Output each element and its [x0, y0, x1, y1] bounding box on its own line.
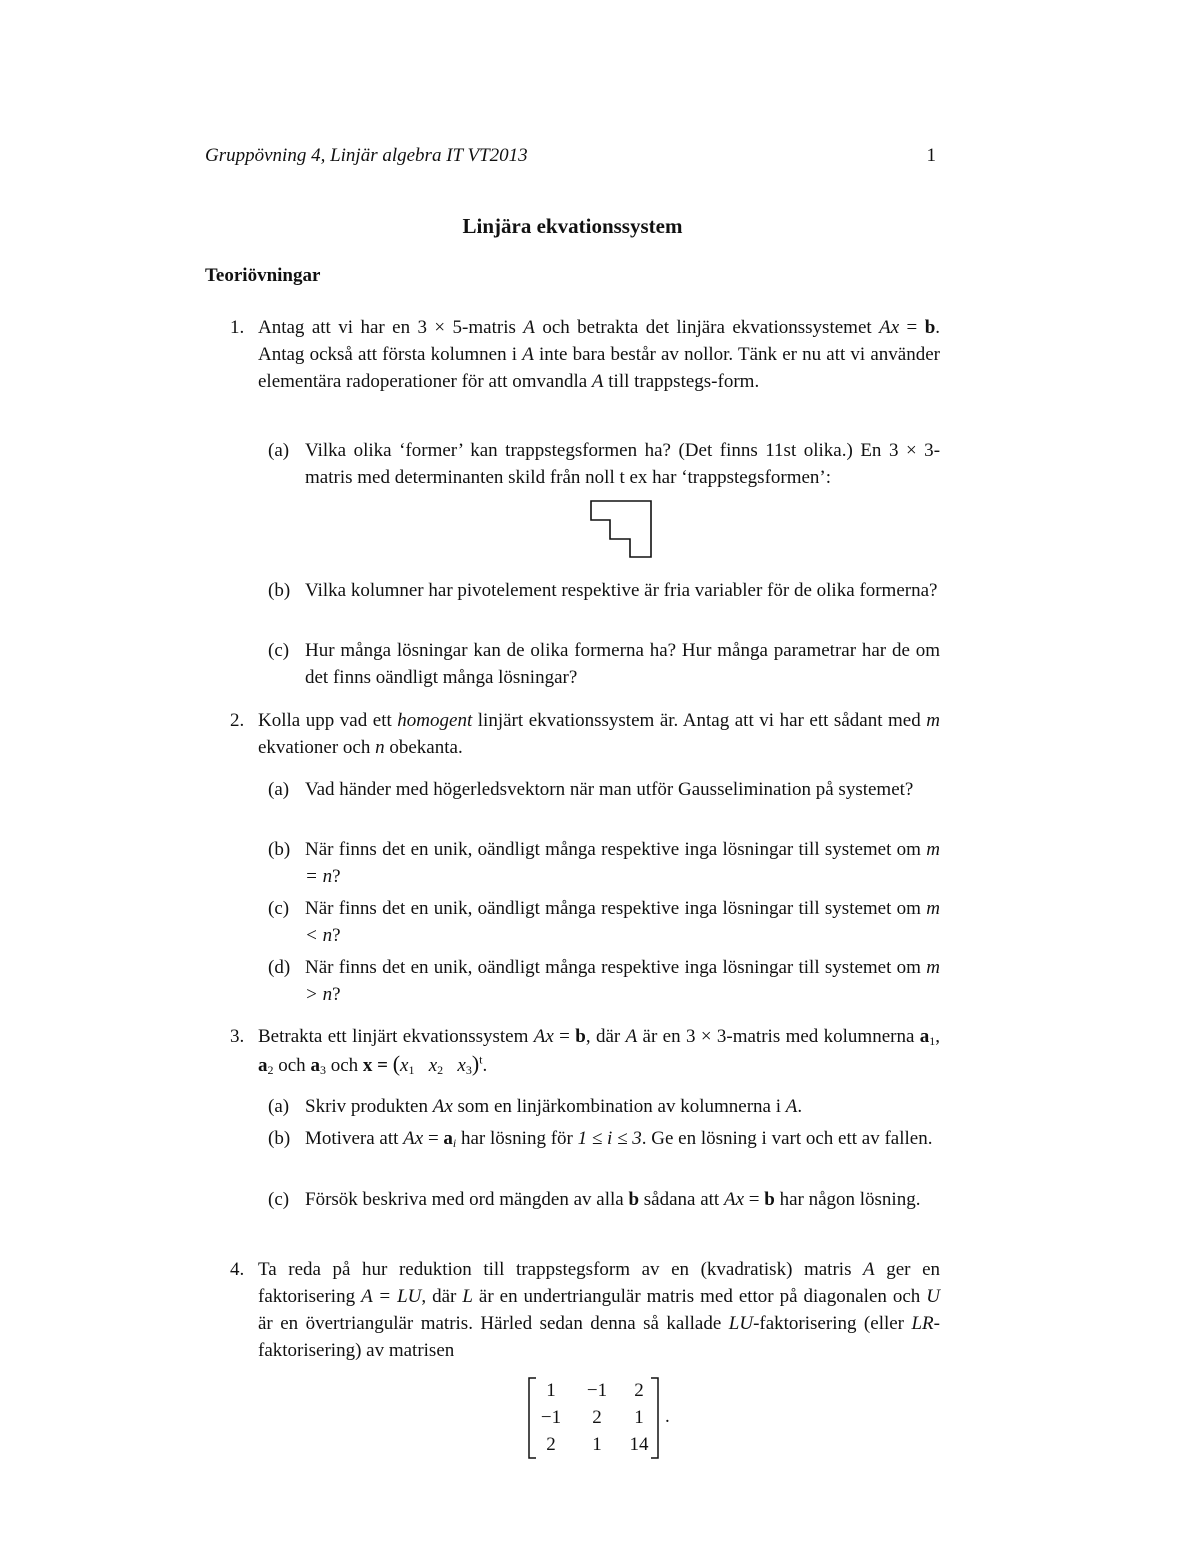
expr-ax: Ax	[879, 317, 900, 338]
course-header: Gruppövning 4, Linjär algebra IT VT2013	[205, 145, 528, 166]
q2b-label: (b)	[268, 839, 291, 860]
column-a2: a	[258, 1055, 268, 1076]
condition-m-lt-n: m < n	[305, 898, 940, 946]
q1c-label: (c)	[268, 640, 290, 661]
section-heading: Teoriövningar	[205, 265, 321, 286]
q3c-label: (c)	[268, 1189, 290, 1210]
column-a3: a	[310, 1055, 320, 1076]
q1-text-part: Antag att vi har en	[258, 317, 418, 338]
subscript-i: i	[452, 1136, 457, 1150]
equals-sign: =	[553, 1026, 576, 1047]
question-mark: ?	[332, 984, 341, 1005]
q1b-text: Vilka kolumner har pivotelement respektive är fria variabler för de olika formerna?	[305, 580, 938, 601]
q2c-text-part: När finns det en unik, oändligt många respektive inga lösningar till systemet om	[305, 898, 927, 919]
column-a1: a	[919, 1026, 930, 1047]
symbol-lr: LR	[911, 1313, 934, 1334]
q2d-label: (d)	[268, 957, 291, 978]
subscript: 3	[465, 1063, 472, 1077]
period: .	[797, 1096, 803, 1117]
equals-sign: =	[899, 317, 925, 338]
q4-text-part: -faktorisering) av matrisen	[258, 1313, 940, 1361]
matrix-symbol: A	[591, 371, 604, 392]
q2a-text: Vad händer med högerledsvektorn när man utför Gausselimination på systemet?	[305, 779, 914, 800]
running-header	[205, 145, 940, 167]
expr-ax: Ax	[403, 1128, 424, 1149]
q3-text-part: och	[325, 1055, 363, 1076]
q1a-dims: 3 × 3	[888, 440, 934, 461]
q2c-text	[305, 895, 940, 949]
q3b-text-part: har lösning för	[456, 1128, 578, 1149]
q2c-label: (c)	[268, 898, 290, 919]
subscript: 1	[408, 1063, 415, 1077]
subscript: 2	[437, 1063, 444, 1077]
q2-text-part: linjärt ekvationssystem är. Antag att vi har ett sådant med	[472, 710, 927, 731]
x-component: x	[457, 1055, 466, 1076]
vector-b: b	[764, 1189, 775, 1210]
q3-text-part: , där	[585, 1026, 626, 1047]
condition-m-gt-n: m > n	[305, 957, 940, 1005]
q4-text-part: -faktorisering (eller	[753, 1313, 912, 1334]
matrix-symbol: A	[522, 344, 534, 365]
matrix-symbol: A	[625, 1026, 638, 1047]
q3-text-part: är en	[637, 1026, 686, 1047]
x-component: x	[400, 1055, 409, 1076]
page-title: Linjära ekvationssystem	[462, 214, 683, 238]
emphasis-homogent: homogent	[397, 710, 473, 731]
expr-ax: Ax	[533, 1026, 554, 1047]
equals-sign: =	[744, 1189, 765, 1210]
q4-text-part: är en övertriangulär matris. Härled sedan denna så kallade	[258, 1313, 729, 1334]
page-number: 1	[926, 145, 936, 166]
matrix-cell: 1	[546, 1380, 556, 1401]
vector-b: b	[575, 1026, 586, 1047]
q2-number: 2.	[230, 710, 245, 731]
question-mark: ?	[332, 925, 341, 946]
q1a-text	[305, 437, 940, 491]
matrix-cell: 1	[634, 1407, 644, 1428]
symbol-l: L	[462, 1286, 473, 1307]
q1-number: 1.	[230, 317, 245, 338]
q3-text	[258, 1023, 940, 1079]
expr-ax: Ax	[432, 1096, 453, 1117]
q4-text-part: ger en faktorisering	[258, 1259, 940, 1307]
q3-number: 3.	[230, 1026, 245, 1047]
q1-text-part: -matris	[462, 317, 524, 338]
subscript: 1	[929, 1034, 936, 1048]
q4-text-part: , där	[421, 1286, 463, 1307]
q2d-text-part: När finns det en unik, oändligt många respektive inga lösningar till systemet om	[305, 957, 927, 978]
q1-dims: 3 × 5	[417, 317, 463, 338]
q3b-text-part: . Ge en lösning i vart och ett av fallen.	[641, 1128, 933, 1149]
question-mark: ?	[332, 866, 341, 887]
q3a-label: (a)	[268, 1096, 290, 1117]
symbol-m: m	[926, 710, 940, 731]
matrix-trailing-period: .	[665, 1406, 670, 1427]
matrix-cell: 2	[546, 1434, 556, 1455]
vector-b: b	[924, 317, 936, 338]
symbol-n: n	[375, 737, 385, 758]
q1-text-part: och betrakta det linjära ekvationssystemet	[534, 317, 872, 338]
factorization-eq: A = LU	[361, 1286, 422, 1307]
q1-text-part: inte bara består av nollor. Tänk er nu att vi använder elementära radoperationer för att omvandla	[258, 344, 940, 392]
vector-b: b	[628, 1189, 640, 1210]
q1-text-part: . Antag också att första kolumnen i	[258, 317, 941, 365]
matrix-cell: 14	[629, 1434, 649, 1455]
symbol-u: U	[926, 1286, 940, 1307]
q3c-text-part: sådana att	[639, 1189, 724, 1210]
q2-text-part: obekanta.	[384, 737, 463, 758]
q1a-text-part: -matris med determinanten skild från noll t ex har ‘trappstegsformen’:	[305, 440, 941, 488]
paren-close: )	[471, 1051, 480, 1076]
matrix-cell: −1	[540, 1407, 562, 1428]
q3b-text-part: Motivera att	[305, 1128, 404, 1149]
q2-text-part: Kolla upp vad ett	[258, 710, 398, 731]
q4-text	[258, 1256, 940, 1364]
period: .	[482, 1055, 488, 1076]
matrix-symbol: A	[785, 1096, 798, 1117]
q3c-text-part: har någon lösning.	[774, 1189, 921, 1210]
subscript: 3	[319, 1063, 326, 1077]
transpose-superscript: t	[479, 1052, 483, 1067]
q2-text	[258, 707, 940, 761]
symbol-lu: LU	[728, 1313, 754, 1334]
q1b-label: (b)	[268, 580, 291, 601]
subscript: 2	[267, 1063, 274, 1077]
q3-dims: 3 × 3	[685, 1026, 727, 1047]
index-range: 1 ≤ i ≤ 3	[577, 1128, 642, 1149]
matrix-cell: −1	[586, 1380, 608, 1401]
staircase-shape-diagram	[588, 498, 654, 560]
q3a-text-part: Skriv produkten	[305, 1096, 433, 1117]
q2a-label: (a)	[268, 779, 290, 800]
matrix-cell: 1	[592, 1434, 602, 1455]
q3b-text	[305, 1125, 940, 1152]
q3-text-part: Betrakta ett linjärt ekvationssystem	[258, 1026, 534, 1047]
q3-text-part: -matris med kolumnerna	[726, 1026, 920, 1047]
q1c-text: Hur många lösningar kan de olika formerna ha? Hur många parametrar har de om det finns oändligt många lösningar?	[305, 640, 940, 688]
x-component: x	[428, 1055, 438, 1076]
q2b-text	[305, 836, 940, 890]
q3a-text-part: som en linjärkombination av kolumnerna i	[452, 1096, 786, 1117]
column-ai: a	[443, 1128, 453, 1149]
q4-number: 4.	[230, 1259, 245, 1280]
q1a-text-part: Vilka olika ‘former’ kan trappstegsformen ha? (Det finns 11st olika.) En	[305, 440, 882, 461]
q3c-text-part: Försök beskriva med ord mängden av alla	[305, 1189, 629, 1210]
matrix-symbol: A	[863, 1259, 875, 1280]
q4-text-part: är en undertriangulär matris med ettor på diagonalen och	[472, 1286, 927, 1307]
q2d-text	[305, 954, 940, 1008]
matrix-symbol: A	[523, 317, 535, 338]
comma: ,	[935, 1026, 940, 1047]
paren-open: (	[392, 1051, 401, 1076]
q1a-label: (a)	[268, 440, 290, 461]
q4-text-part: Ta reda på hur reduktion till trappstegsform av en (kvadratisk) matris	[258, 1259, 864, 1280]
vector-x-def: x =	[362, 1055, 393, 1076]
matrix-cell: 2	[634, 1380, 644, 1401]
q3-text-part: och	[273, 1055, 311, 1076]
q3b-label: (b)	[268, 1128, 291, 1149]
q1-text-part: till trappstegs-form.	[603, 371, 760, 392]
q2b-text-part: När finns det en unik, oändligt många respektive inga lösningar till systemet om	[305, 839, 927, 860]
expr-ax: Ax	[723, 1189, 745, 1210]
q2-text-part: ekvationer och	[258, 737, 376, 758]
condition-m-eq-n: m = n	[305, 839, 940, 887]
matrix-cell: 2	[592, 1407, 602, 1428]
equals-sign: =	[423, 1128, 444, 1149]
q3a-text	[305, 1093, 940, 1120]
q3c-text	[305, 1186, 940, 1213]
q1-text	[258, 314, 940, 395]
